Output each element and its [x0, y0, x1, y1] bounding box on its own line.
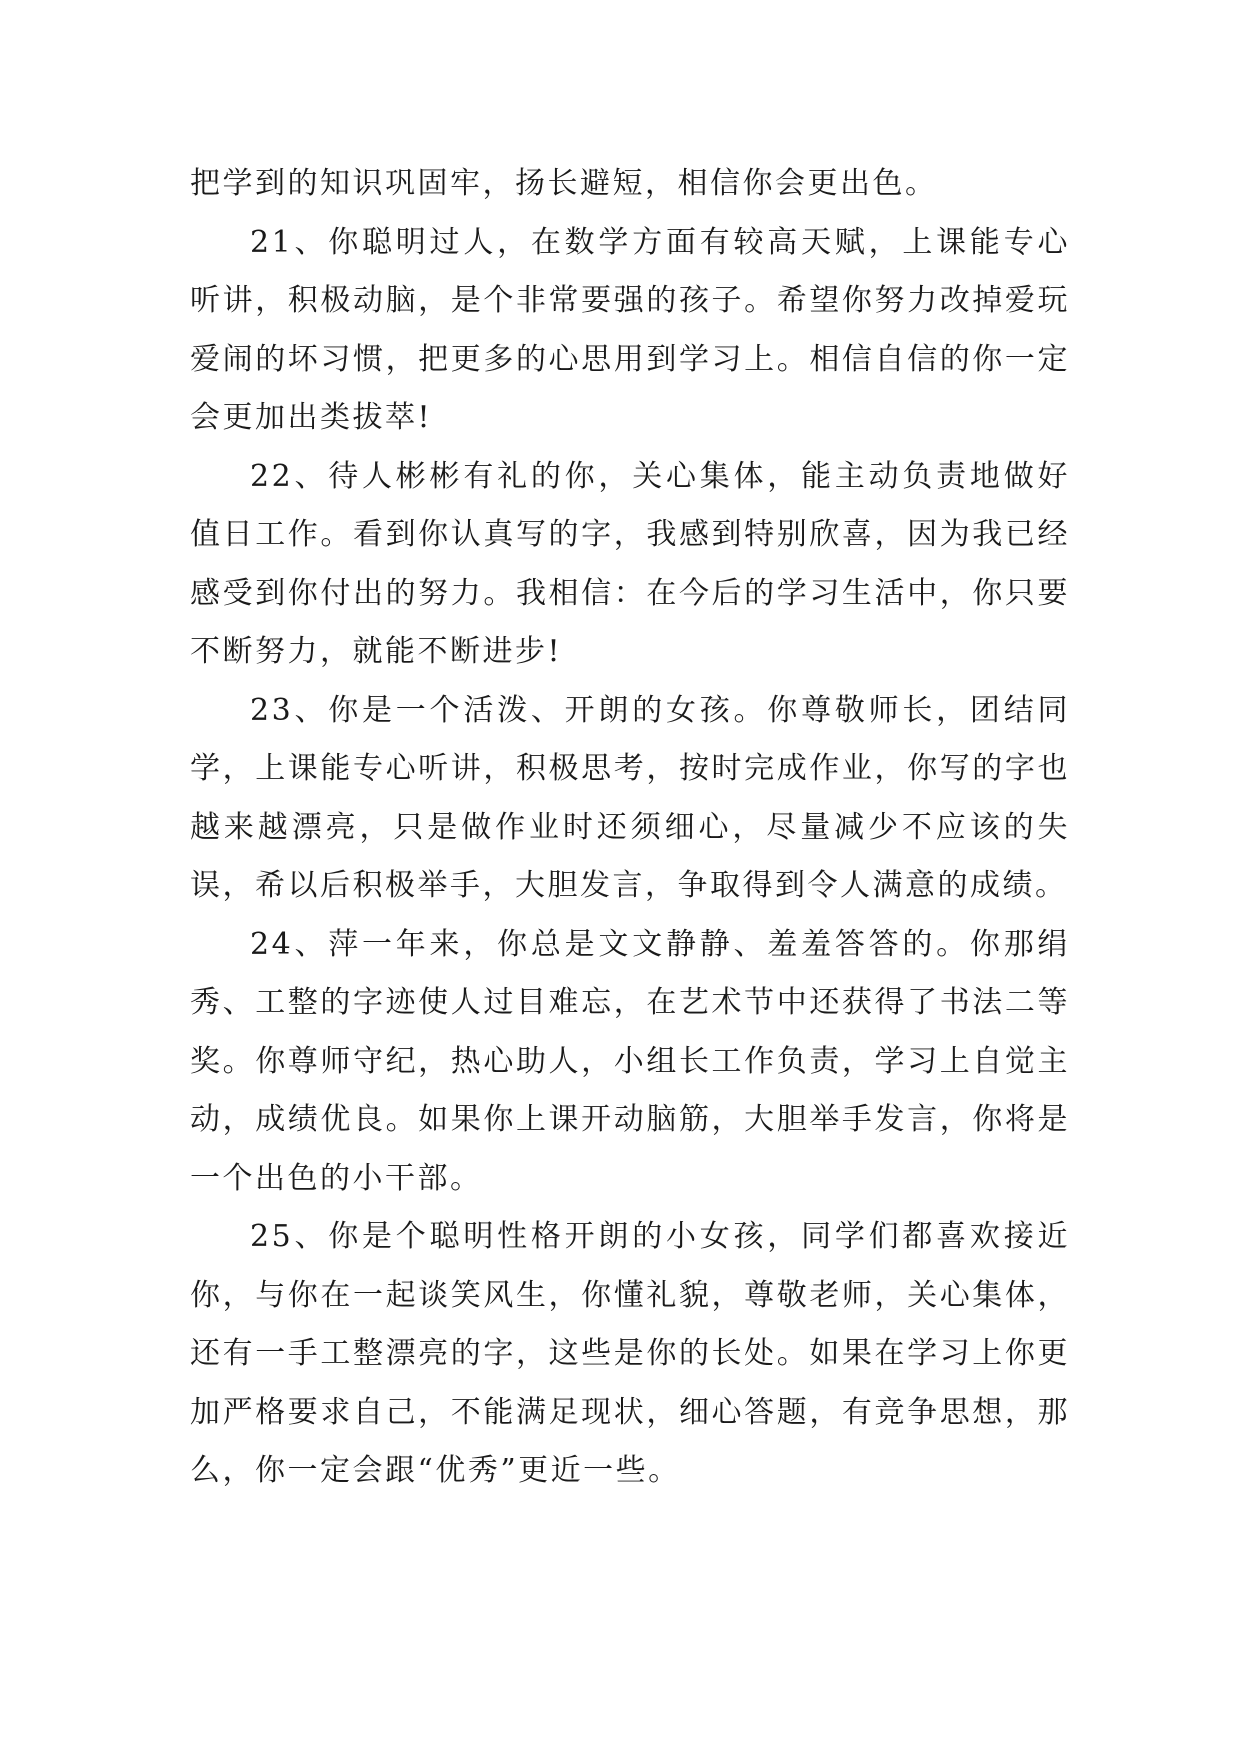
document-body	[190, 155, 1070, 1501]
paragraph-21: 21、你聪明过人，在数学方面有较高天赋，上课能专心听讲，积极动脑，是个非常要强的孩子。希望你努力改掉爱玩爱闹的坏习惯，把更多的心思用到学习上。相信自信的你一定会更加出类拔萃!	[190, 224, 1070, 435]
paragraph-24: 24、萍一年来，你总是文文静静、羞羞答答的。你那绢秀、工整的字迹使人过目难忘，在艺术节中还获得了书法二等奖。你尊师守纪，热心助人，小组长工作负责，学习上自觉主动，成绩优良。如果你上课开动脑筋，大胆举手发言，你将是一个出色的小干部。	[190, 926, 1070, 1196]
paragraph-continuation: 把学到的知识巩固牢，扬长避短，相信你会更出色。	[190, 166, 938, 201]
paragraph-22: 22、待人彬彬有礼的你，关心集体，能主动负责地做好值日工作。看到你认真写的字，我感到特别欣喜，因为我已经感受到你付出的努力。我相信：在今后的学习生活中，你只要不断努力，就能不断进步!	[190, 458, 1070, 669]
paragraph-23: 23、你是一个活泼、开朗的女孩。你尊敬师长，团结同学，上课能专心听讲，积极思考，按时完成作业，你写的字也越来越漂亮，只是做作业时还须细心，尽量减少不应该的失误，希以后积极举手，大胆发言，争取得到令人满意的成绩。	[190, 692, 1070, 903]
paragraph-25: 25、你是个聪明性格开朗的小女孩，同学们都喜欢接近你，与你在一起谈笑风生，你懂礼貌，尊敬老师，关心集体，还有一手工整漂亮的字，这些是你的长处。如果在学习上你更加严格要求自己，不能满足现状，细心答题，有竞争思想，那么，你一定会跟“优秀”更近一些。	[190, 1219, 1070, 1488]
